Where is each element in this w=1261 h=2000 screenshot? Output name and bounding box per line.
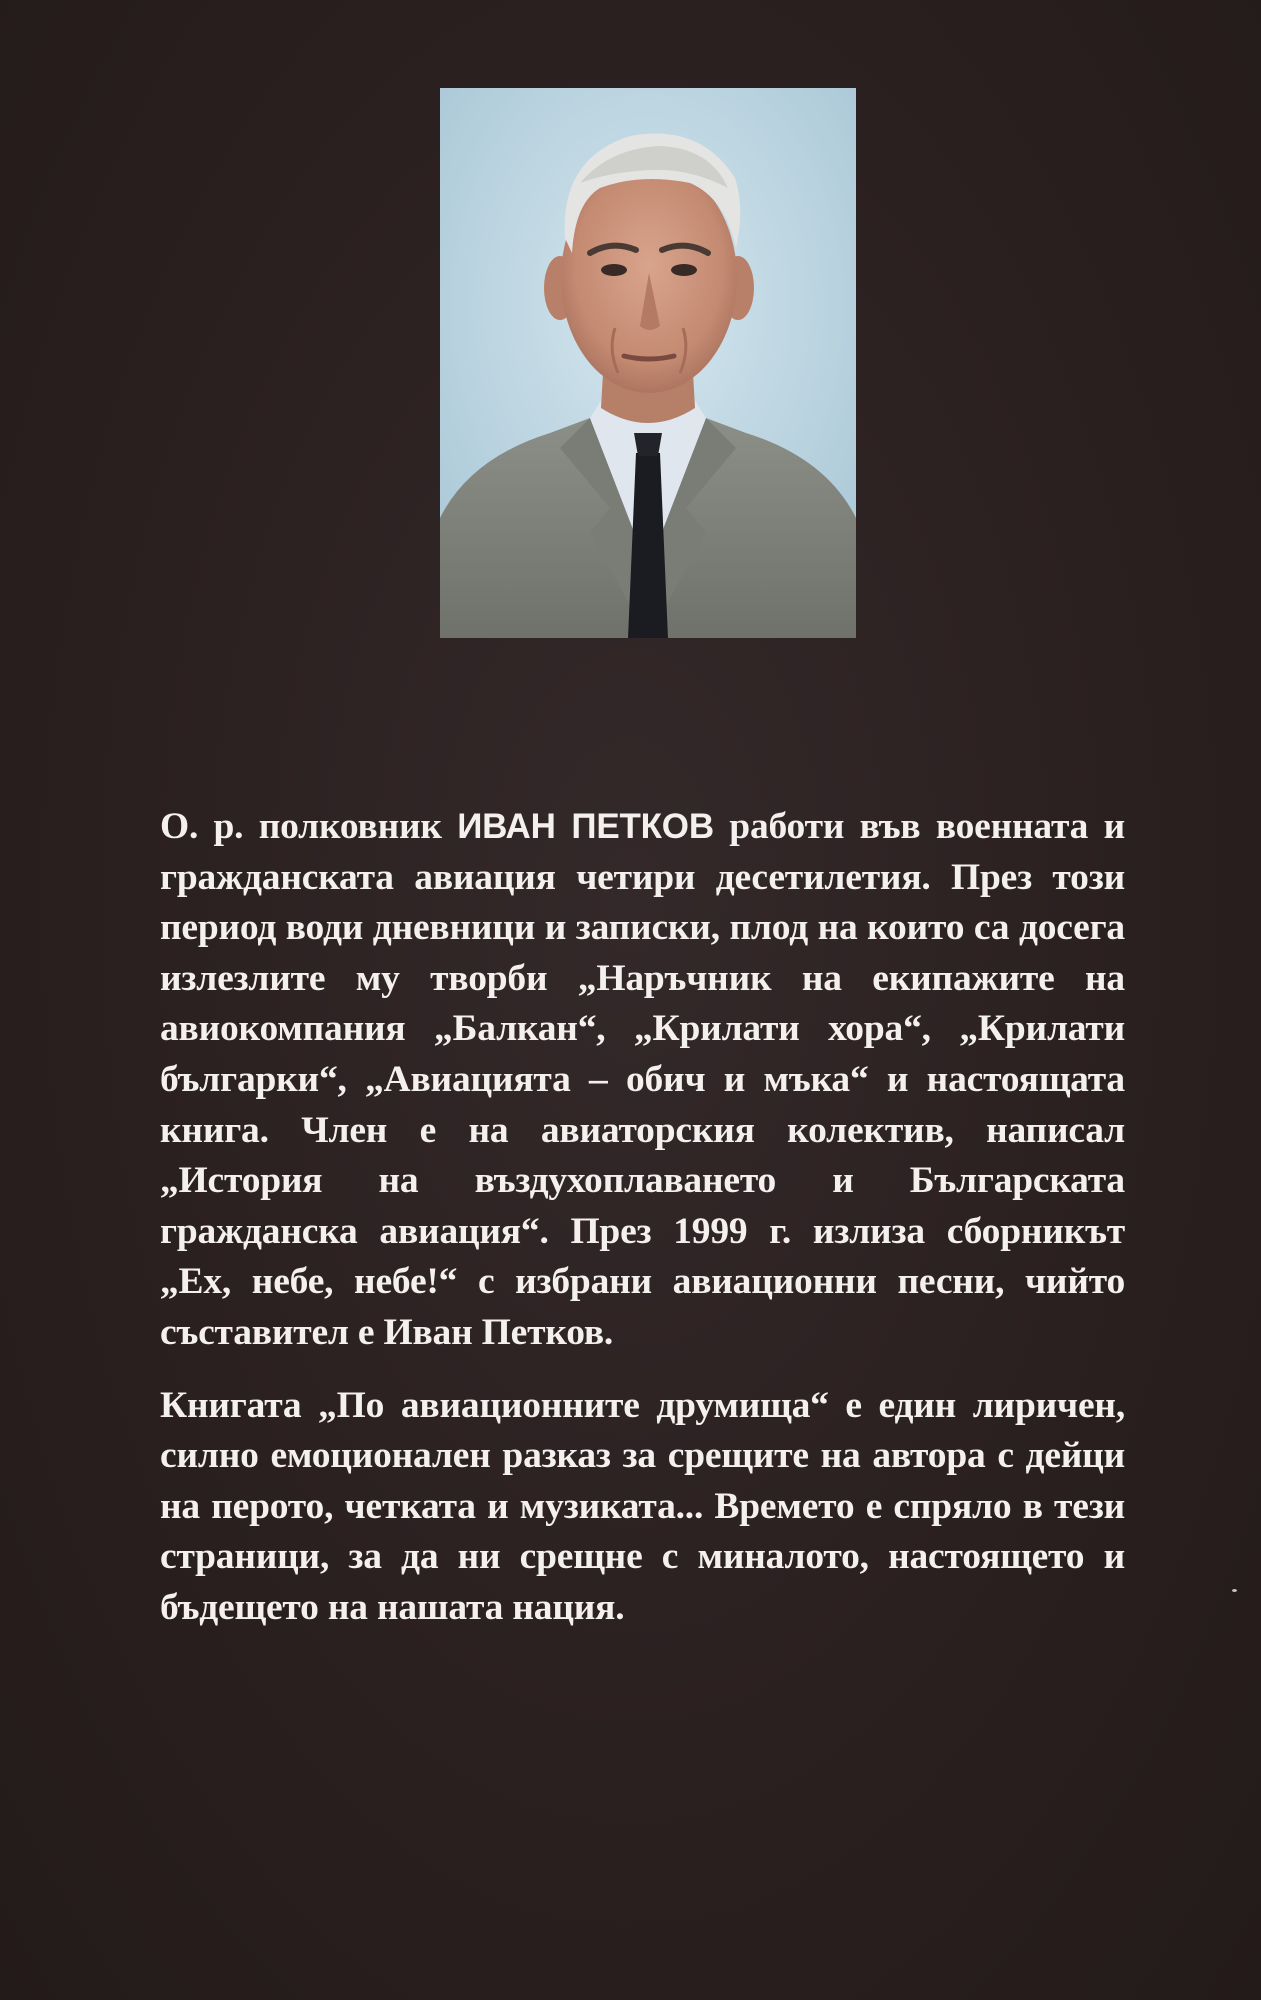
cover-speck xyxy=(1232,1589,1237,1592)
author-bio xyxy=(160,802,1125,1634)
bio-paragraph-1-rest: работи във военната и гражданската авиация четири десетилетия. През този период води дневници и записки, плод на които са досега излезлите му творби „Наръчник на екипажите на авиокомпания „Балкан“, „Крилати хора“, „Крилати българки“, „Авиацията – обич и мъка“ и настоящата книга. Член е на авиаторския колектив, написал „История на въздухоплаването и Българската гражданска авиация“. През 1999 г. излиза сборникът „Ех, небе, небе!“ с избрани авиационни песни, чийто съставител е Иван Петков. xyxy=(160,806,1126,1353)
bio-intro: О. р. полковник xyxy=(160,806,458,847)
bio-paragraph-1 xyxy=(160,802,1125,1359)
bio-paragraph-2: Книгата „По авиационните друмища“ е един лиричен, силно емоционален разказ за срещите на автора с дейци на перото, четката и музиката... Времето е спряло в тези страници, за да ни срещне с миналото, настоящето и бъдещето на нашата нация. xyxy=(160,1384,1125,1628)
author-portrait-icon xyxy=(440,88,856,638)
author-photo xyxy=(440,88,856,638)
author-name: ИВАН ПЕТКОВ xyxy=(457,807,714,846)
